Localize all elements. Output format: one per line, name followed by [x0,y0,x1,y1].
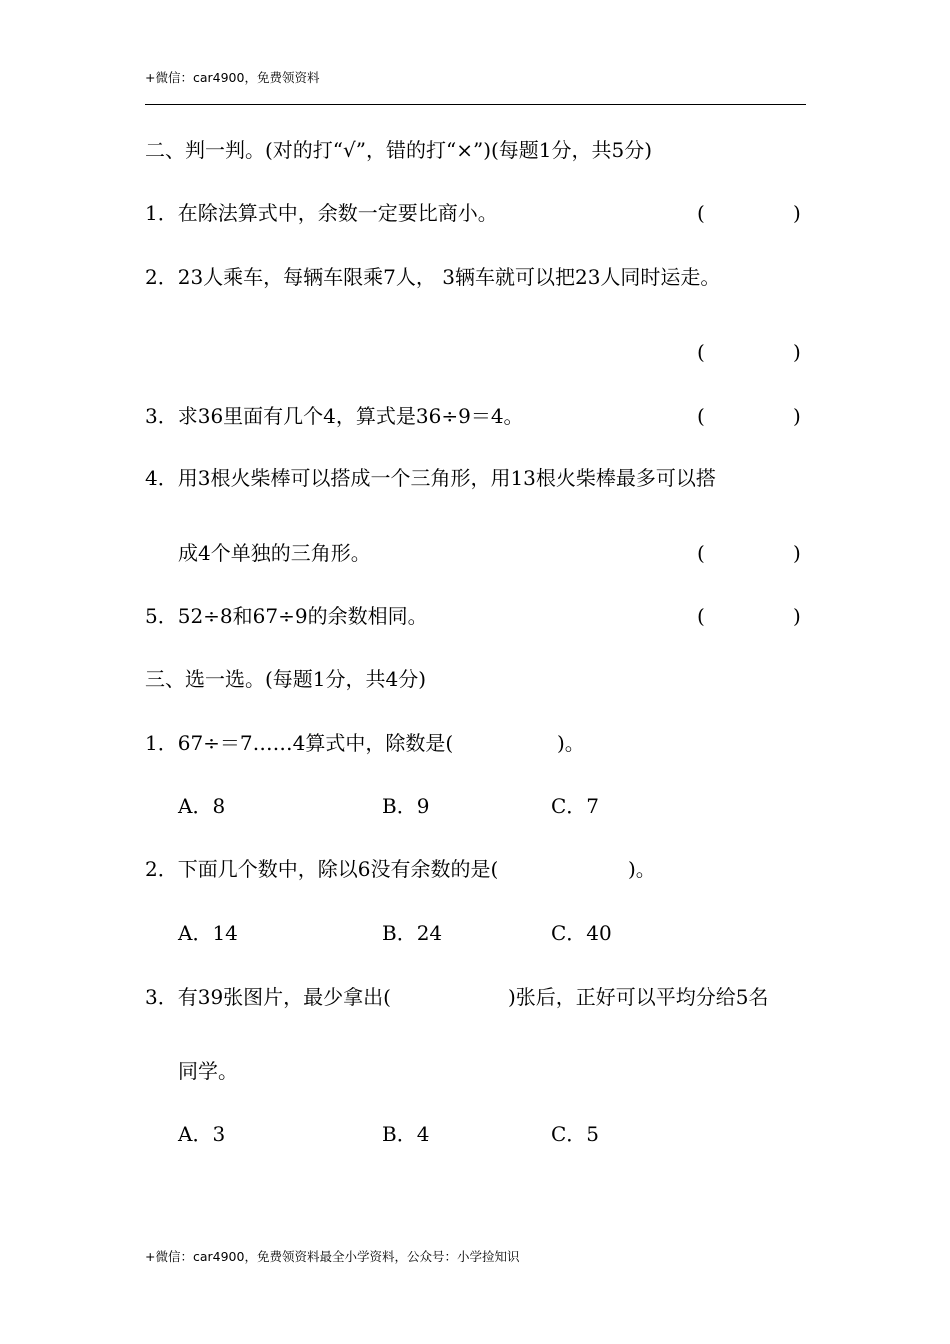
s3-q1-option-b: B．9 [382,794,430,818]
s2-q3-answer-close: ) [793,404,801,428]
s3-q2-option-b: B．24 [382,921,443,945]
s2-question-5: 5．52÷8和67÷9的余数相同。 [145,604,428,628]
s2-q1-answer-close: ) [793,201,801,225]
header-divider [145,104,806,105]
s2-q4-answer-open: ( [697,541,705,565]
page-footer: +微信：car4900，免费领资料最全小学资料，公众号：小学捡知识 [145,1249,520,1264]
s2-q4-answer-close: ) [793,541,801,565]
s2-q1-answer-open: ( [697,201,705,225]
s2-q3-answer-open: ( [697,404,705,428]
s2-q2-answer-close: ) [793,340,801,364]
s2-q5-answer-close: ) [793,604,801,628]
s2-q2-answer-open: ( [697,340,705,364]
s3-question-1: 1．67÷＝7……4算式中，除数是( [145,731,454,755]
s2-question-2: 2．23人乘车，每辆车限乘7人， 3辆车就可以把23人同时运走。 [145,265,721,289]
s3-q1-option-a: A．8 [178,794,226,818]
s3-q3-option-b: B．4 [382,1122,430,1146]
s2-question-4-continued: 成4个单独的三角形。 [178,541,371,565]
s2-q5-answer-open: ( [697,604,705,628]
s3-q2-option-c: C．40 [551,921,612,945]
section-3-title: 三、选一选。(每题1分，共4分) [145,667,427,691]
s3-q1-option-c: C．7 [551,794,600,818]
s3-question-3-tail: )张后，正好可以平均分给5名 [508,985,769,1009]
s3-question-1-tail: )。 [557,731,585,755]
s3-question-2-tail: )。 [628,857,656,881]
s3-q3-option-c: C．5 [551,1122,600,1146]
s2-question-4: 4．用3根火柴棒可以搭成一个三角形，用13根火柴棒最多可以搭 [145,466,716,490]
s3-question-3: 3．有39张图片，最少拿出( [145,985,391,1009]
s2-question-1: 1．在除法算式中，余数一定要比商小。 [145,201,498,225]
s2-question-3: 3．求36里面有几个4，算式是36÷9＝4。 [145,404,524,428]
s3-question-2: 2．下面几个数中，除以6没有余数的是( [145,857,499,881]
section-2-title: 二、判一判。(对的打“√”，错的打“×”)(每题1分，共5分) [145,138,653,162]
s3-q2-option-a: A．14 [178,921,238,945]
s3-q3-option-a: A．3 [178,1122,226,1146]
page-header: +微信：car4900，免费领资料 [145,70,320,85]
s3-question-3-continued: 同学。 [178,1059,238,1083]
